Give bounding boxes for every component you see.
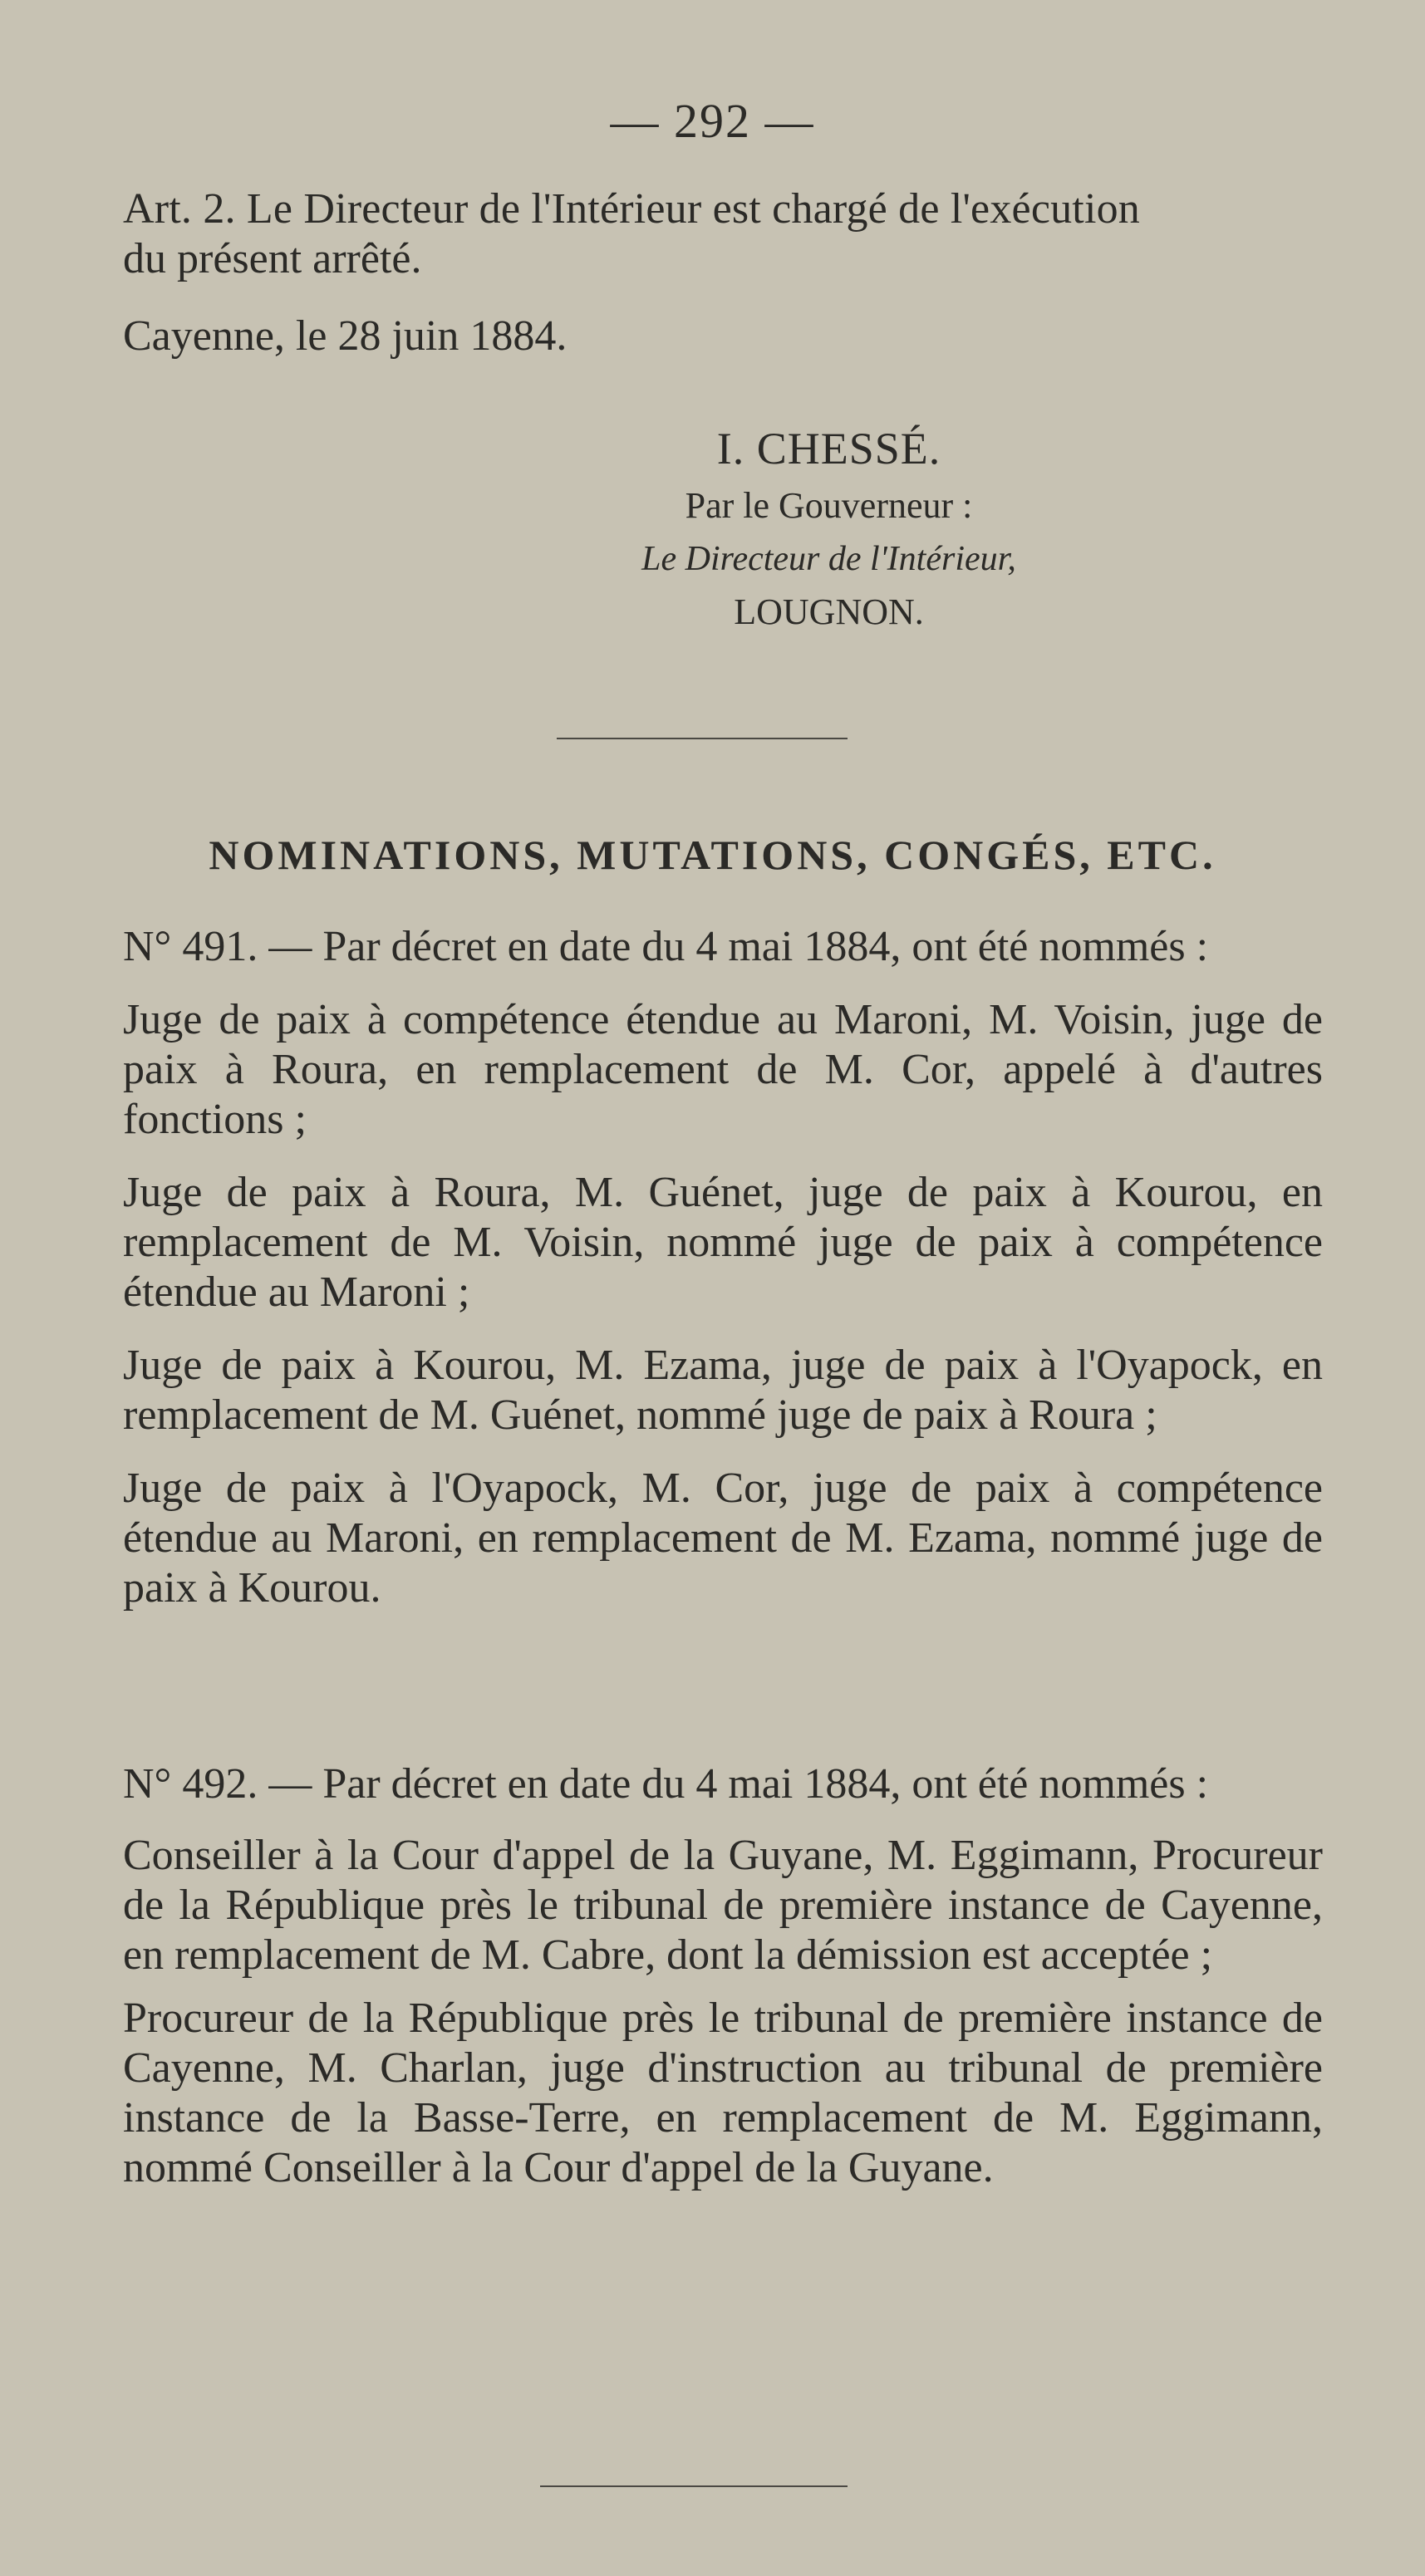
signature-title: Le Directeur de l'Intérieur, (641, 540, 1016, 578)
section-heading: NOMINATIONS, MUTATIONS, CONGÉS, ETC. (209, 832, 1216, 878)
article-2 (123, 184, 1323, 284)
decree-491-p2: Juge de paix à Roura, M. Guénet, juge de paix à Kourou, en remplacement de M. Voisin, nommé juge de paix à compétence étendue au Maroni ; (123, 1169, 1323, 1316)
decree-491 (123, 922, 1323, 1613)
divider-top (557, 738, 848, 739)
signature-par: Par le Gouverneur : (685, 485, 973, 526)
decree-491-p4: Juge de paix à l'Oyapock, M. Cor, juge de paix à compétence étendue au Maroni, en remplacement de M. Ezama, nommé juge de paix à Kourou. (123, 1465, 1323, 1612)
article-2-line-2: du présent arrêté. (123, 235, 422, 282)
decree-491-p3: Juge de paix à Kourou, M. Ezama, juge de paix à l'Oyapock, en remplacement de M. Guénet, nommé juge de paix à Roura ; (123, 1342, 1323, 1439)
decree-492-intro: N° 492. — Par décret en date du 4 mai 1884, ont été nommés : (123, 1760, 1209, 1808)
article-2-line-1: Art. 2. Le Directeur de l'Intérieur est chargé de l'exécution (123, 185, 1140, 233)
decree-492 (123, 1759, 1323, 2193)
page-number: — 292 — (610, 94, 815, 148)
signature-name: I. CHESSÉ. (716, 424, 941, 473)
place-date: Cayenne, le 28 juin 1884. (123, 312, 568, 360)
signature-official: LOUGNON. (734, 591, 924, 632)
divider-bottom (540, 2485, 848, 2487)
decree-491-p1: Juge de paix à compétence étendue au Maroni, M. Voisin, juge de paix à Roura, en remplacement de M. Cor, appelé à d'autres fonctions ; (123, 996, 1323, 1143)
decree-491-intro: N° 491. — Par décret en date du 4 mai 1884, ont été nommés : (123, 923, 1209, 970)
decree-492-p1: Conseiller à la Cour d'appel de la Guyane, M. Eggimann, Procureur de la République près le tribunal de première instance de Cayenne, en remplacement de M. Cabre, dont la démission est acceptée ; (123, 1832, 1323, 1979)
signature-block (116, 418, 1425, 639)
decree-492-p2: Procureur de la République près le tribunal de première instance de Cayenne, M. Charlan, juge d'instruction au tribunal de première instance de la Basse-Terre, en remplacement de M. Eggimann, nommé Conseiller à la Cour d'appel de la Guyane. (123, 1995, 1323, 2191)
